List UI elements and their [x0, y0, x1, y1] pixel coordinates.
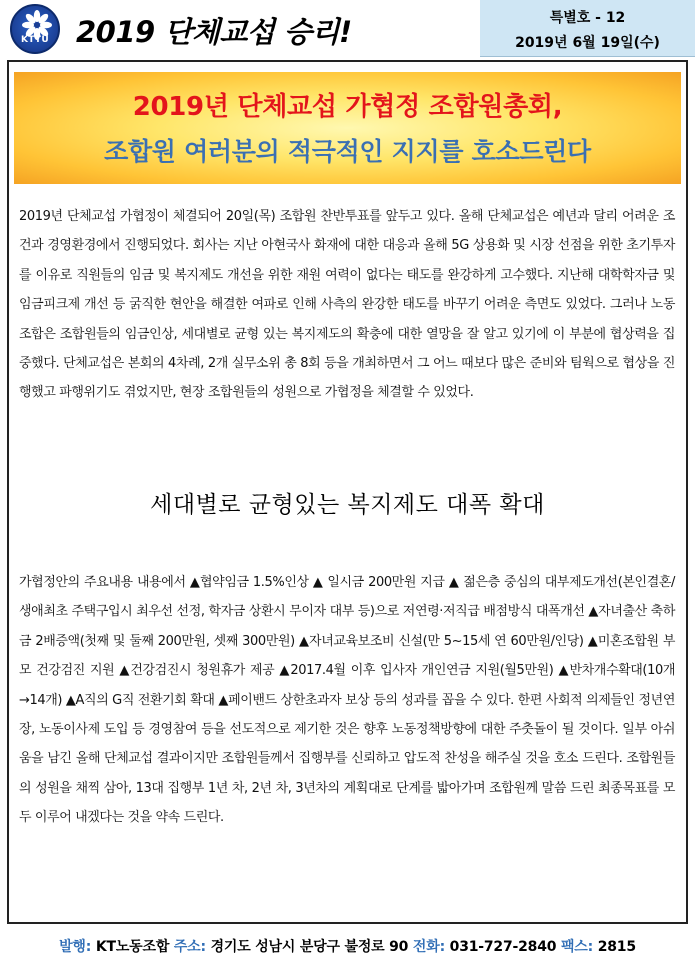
publisher-footer	[0, 936, 695, 956]
issue-number: 특별호 - 12	[549, 10, 626, 26]
newsletter-title: 2019 단체교섭 승리!	[76, 15, 352, 49]
fax-value: 2815	[597, 939, 636, 955]
headline-primary: 2019년 단체교섭 가협정 조합원총회,	[132, 92, 563, 122]
issue-info-box	[480, 0, 695, 57]
phone-value: 031-727-2840	[449, 939, 557, 955]
fax-label: 팩스:	[560, 939, 594, 955]
address-label: 주소:	[173, 939, 206, 955]
publisher-name: KT노동조합	[95, 939, 170, 955]
address-value: 경기도 성남시 분당구 불정로 90	[210, 939, 409, 955]
publisher-label: 발행:	[59, 939, 92, 955]
issue-date: 2019년 6월 19일(수)	[515, 35, 660, 51]
section-subheading: 세대별로 균형있는 복지제도 대폭 확대	[150, 492, 545, 518]
union-logo	[10, 4, 60, 54]
headline-banner	[14, 72, 681, 184]
article-paragraph-1: 2019년 단체교섭 가협정이 체결되어 20일(목) 조합원 찬반투표를 앞두고 있다. 올해 단체교섭은 예년과 달리 어려운 조건과 경영환경에서 진행되었다. 회사는 지난 아현국사 화재에 대한 대응과 올해 5G 상용화 및 시장 선점을 위한 초기투자를 이유로 직원들의 임금 및 복지제도 개선을 위한 재원 여력이 없다는 태도를 완강하게 고수했다. 지난해 대학학자금 및 임금피크제 개선 등 굵직한 현안을 해결한 여파로 인해 사측의 완강한 태도를 바꾸기 어려운 측면도 있었다. 그러나 노동조합은 조합원들의 임금인상, 세대별로 균형 있는 복지제도의 확충에 대한 열망을 잘 알고 있기에 이 부분에 협상력을 집중했다. 단체교섭은 본회의 4차례, 2개 실무소위 총 8회 등을 개최하면서 그 어느 때보다 많은 준비와 팀웍으로 협상을 진행했고 파행위기도 겪었지만, 현장 조합원들의 성원으로 가협정을 체결할 수 있었다.	[19, 209, 675, 401]
article-paragraph-2: 가협정안의 주요내용 내용에서 ▲협약임금 1.5%인상 ▲ 일시금 200만원 지급 ▲ 젊은층 중심의 대부제도개선(본인결혼/생애최초 주택구입시 최우선 선정, 학자금 상환시 무이자 대부 등)으로 저연령·저직급 배점방식 대폭개선 ▲자녀출산 축하금 2배증액(첫째 및 둘째 200만원, 셋째 300만원) ▲자녀교육보조비 신설(만 5~15세 연 60만원/인당) ▲미혼조합원 부모 건강검진 지원 ▲건강검진시 청원휴가 제공 ▲2017.4월 이후 입사자 개인연금 지원(월5만원) ▲반차개수확대(10개→14개) ▲A직의 G직 전환기회 확대 ▲페이밴드 상한초과자 보상 등의 성과를 꼽을 수 있다. 한편 사회적 의제들인 정년연장, 노동이사제 도입 등 경영참여 등을 선도적으로 제기한 것은 향후 노동정책방향에 대한 주춧돌이 될 것이다. 일부 아쉬움을 남긴 올해 단체교섭 결과이지만 조합원들께서 집행부를 신뢰하고 압도적 찬성을 해주실 것을 호소 드린다. 조합원들의 성원을 채찍 삼아, 13대 집행부 1년 차, 2년 차, 3년차의 계획대로 단계를 밟아가며 조합원께 말씀 드린 최종목표를 모두 이루어 내겠다는 것을 약속 드린다.	[19, 575, 675, 826]
headline-secondary: 조합원 여러분의 적극적인 지지를 호소드린다	[104, 137, 591, 166]
phone-label: 전화:	[412, 939, 445, 955]
logo-text: KTTU	[21, 35, 49, 45]
newsletter-header	[0, 0, 695, 58]
